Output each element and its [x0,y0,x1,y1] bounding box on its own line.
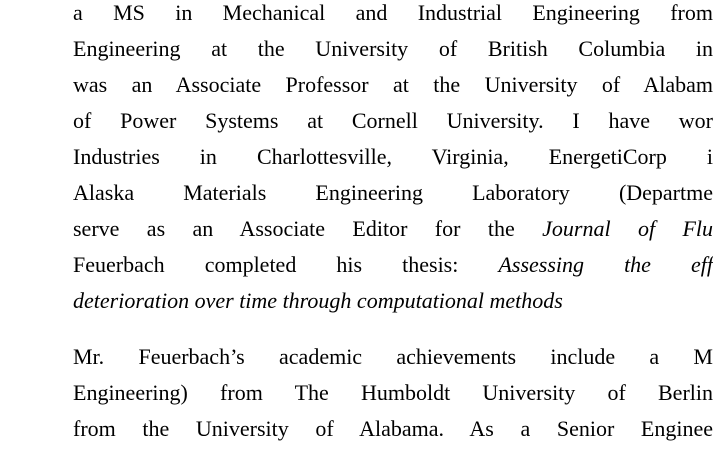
text-line-thesis [73,247,713,283]
text-line: a MS in Mechanical and Industrial Engineering from [73,0,713,25]
text-line: was an Associate Professor at the University of Alabam [73,72,713,97]
line-text: serve as an Associate Editor for the [73,216,515,241]
line-text: Feuerbach completed his thesis: [73,252,459,277]
thesis-title: Assessing the eff [498,252,713,277]
text-line: from the University of Alabama. As a Senior Enginee [73,416,713,441]
paragraph-background [73,0,713,319]
text-line-thesis-end [73,283,713,319]
text-line: Engineering at the University of British Columbia in [73,36,713,61]
text-line: Engineering) from The Humboldt University of Berlin [73,380,713,405]
thesis-title-continued: deterioration over time through computational methods [73,288,563,313]
journal-title: Journal of Flu [542,216,713,241]
text-line: Mr. Feuerbach’s academic achievements include a M [73,344,713,369]
text-line-journal [73,211,713,247]
text-line: of Power Systems at Cornell University. I have wor [73,108,713,133]
paragraph-achievements [73,339,713,447]
text-line: Alaska Materials Engineering Laboratory (Departme [73,180,713,205]
text-line: Industries in Charlottesville, Virginia, EnergetiCorp i [73,144,713,169]
